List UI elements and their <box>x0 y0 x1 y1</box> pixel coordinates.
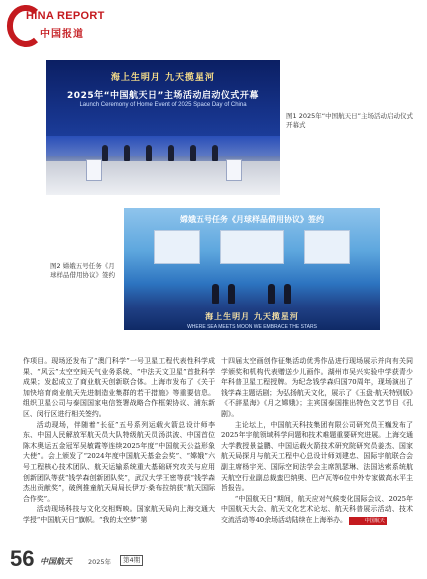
person-figure <box>228 284 235 304</box>
caption-number: 图2 <box>50 262 61 270</box>
photo1-slogan: 海上生明月 九天揽星河 <box>110 73 216 83</box>
end-mark: 中国航天 <box>349 517 387 525</box>
person-figure <box>284 284 291 304</box>
caption-text: 嫦娥五号任务《月球样品借用协议》签约 <box>50 262 115 279</box>
person-figure <box>212 284 219 304</box>
photo-launch-ceremony <box>46 60 280 195</box>
photo1-banner-title: 2025年“中国航天日”主场活动启动仪式开幕 <box>67 91 259 101</box>
masthead <box>6 6 126 46</box>
paragraph: 主论坛上，中国航天科技集团有限公司研究员王巍发布了2025年宇航领域科学问题和技术难题重要研究进展。上海交通大学教授景益鹏、中国运载火箭技术研究院研究员姜杰、国家航天局探月与航天工程中心总设计师刘建忠、国际宇航联合会副主席杨宇光、国际空间法学会主席凯瑟琳、法国达索系统航天航空行业副总裁蛮巴纳奥、巴卢瓦等6位中外专家做高水平主旨报告。 <box>221 420 413 493</box>
caption-number: 图1 <box>286 112 297 120</box>
photo2-slogan: 海上生明月 九天揽星河 <box>205 312 299 321</box>
paragraph: 十四届太空画创作征集活动优秀作品进行现场展示并向有关同学颁奖和机构代表赠送少儿画作。湖州市吴兴实验中学获青少年科普卫星工程授牌。为纪念钱学森归国70周年，现场演出了钱学森主题话剧；为弘扬航天文化，展示了《玉盘·航天特别版》《不辞星海》《月之嫦娥》；主宾国泰国推出特色文艺节目《孔剧》。 <box>221 357 413 418</box>
magazine-name: 中国航天 <box>40 556 72 566</box>
caption-figure-1 <box>286 112 416 130</box>
display-panel <box>220 230 284 264</box>
issue-year: 2025年 <box>88 558 112 566</box>
caption-text: 2025年“中国航天日”主场活动启动仪式开幕式 <box>286 112 413 129</box>
article-column-right <box>221 356 413 526</box>
paragraph-final <box>221 494 413 526</box>
person-figure <box>168 145 174 161</box>
podium <box>226 159 242 181</box>
stage-floor <box>46 161 280 195</box>
stage-screen <box>46 136 280 156</box>
person-figure <box>190 145 196 161</box>
display-panel <box>154 230 200 264</box>
person-figure <box>102 145 108 161</box>
paragraph: 活动现场科技与文化交相辉映。国家航天局向上海交通大学授“中国航天日”旗帜。“我的太空梦”第 <box>23 505 215 524</box>
photo2-banner-title: 嫦娥五号任务《月球样品借用协议》签约 <box>180 215 324 224</box>
photo1-banner-subtitle: Launch Ceremony of Home Event of 2025 Space Day of China <box>79 102 247 108</box>
photo2-slogan-en: WHERE SEA MEETS MOON WE EMBRACE THE STARS <box>187 324 317 330</box>
podium <box>86 159 102 181</box>
page-number: 56 <box>10 546 35 571</box>
photo-agreement-signing <box>124 208 380 330</box>
paragraph: 作项目。现场还发布了“澳门科学”一号卫星工程代表性科学成果、“风云”太空空间天气业务系统、“中法天文卫星”首批科学成果；发起成立了商业航天创新联合体。上海市发布了《关于加快培育商业航天先进制造业集群的若干措施》等重要信息。组织卫星公司与泰国国家电信签署战略合作框架协议、浦东新区、闵行区进行相关签约。 <box>23 357 215 418</box>
article-column-left <box>23 356 215 526</box>
section-title-en: HINA REPORT <box>26 10 105 22</box>
paragraph-text: “中国航天日”期间，航天应对气候变化国际会议、2025年中国航天大会、航天文化艺术论坛、航天科普展示活动、技术交流活动等40余场活动陆续在上海举办。 <box>221 494 413 524</box>
issue-number: 第4期 <box>120 555 143 566</box>
section-title-cn: 中国报道 <box>40 29 84 40</box>
caption-figure-2 <box>50 262 120 280</box>
page-footer <box>6 548 421 572</box>
display-panel <box>304 230 350 264</box>
person-figure <box>212 145 218 161</box>
person-figure <box>146 145 152 161</box>
person-figure <box>124 145 130 161</box>
paragraph: 活动现场，伴随着“长征”五号系列运载火箭总设计师李东、中国人民解放军航天员大队特级航天员汤洪波、中国首位陈木奥运五金冠军吴敏霞等连续2025年度“中国航天公益形象大使”。会上颁发了“2024年度中国航天基金会奖”、“嫦娥”六号工程核心技术团队、航天运输系统重大基础研究攻关与应用创新团队等获“钱学森创新团队奖”，武汉大学王密等获“钱学森杰出贡献奖”，破例推童航天局局长伊万·桑布拉纳获“航天国际合作奖”。 <box>23 420 215 503</box>
person-figure <box>268 284 275 304</box>
